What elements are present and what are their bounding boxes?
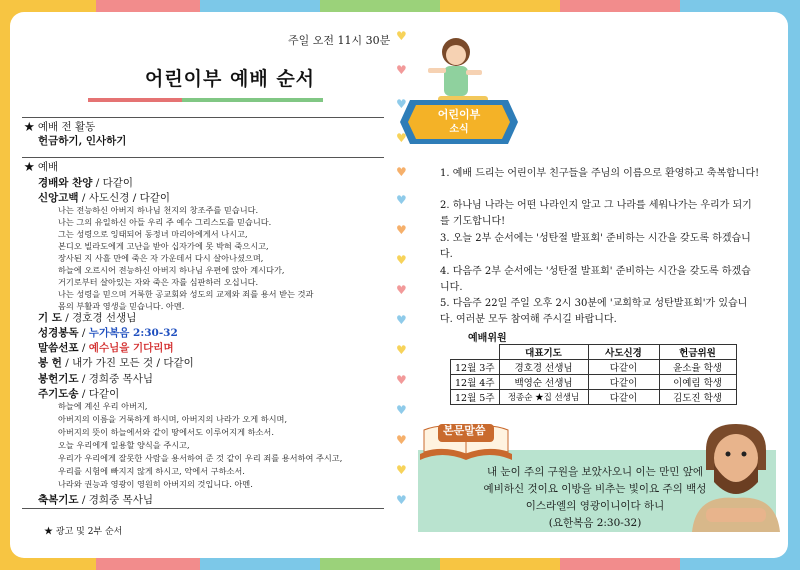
news-item: 2. 하나님 나라는 어떤 나라인지 알고 그 나라를 세워나가는 우리가 되기를 기도합니다!	[440, 200, 752, 227]
news-badge	[400, 100, 518, 144]
table-cell: 12월 4주	[451, 375, 500, 390]
table-header-cell: 사도신경	[588, 345, 659, 360]
news-item: 4. 다음주 2부 순서에는 '성탄절 발표회' 준비하는 시간을 갖도록 하겠습니다.	[440, 266, 751, 293]
heart-icon: ♥	[396, 343, 407, 357]
table-cell: 다같이	[588, 390, 659, 405]
heart-icon: ♥	[396, 373, 407, 387]
bearded-man-illustration	[686, 420, 782, 532]
worship-heading: ★ 예배	[24, 161, 59, 173]
news-item: 1. 예배 드리는 어린이부 친구들을 주님의 이름으로 환영하고 축복합니다!	[440, 168, 760, 179]
pre-activity-heading: ★ 예배 전 활동	[24, 121, 96, 133]
order-sermon: 말씀선포 / 예수님을 기다리며	[38, 342, 174, 354]
heart-icon: ♥	[396, 403, 407, 417]
heart-icon: ♥	[396, 223, 407, 237]
creed-line: 나는 전능하신 아버지 하나님 천지의 창조주를 믿습니다.	[58, 205, 259, 215]
lords-line: 우리가 우리에게 잘못한 사람을 용서하여 준 것 같이 우리 죄를 용서하여 주시고,	[58, 453, 343, 463]
footer-note: ★ 광고 및 2부 순서	[44, 527, 123, 537]
committee-title: 예배위원	[468, 333, 507, 344]
table-cell: 김도진 학생	[659, 390, 736, 405]
lords-line: 우리를 시험에 빠지지 않게 하시고, 악에서 구하소서.	[58, 466, 245, 476]
creed-line: 몸의 부활과 영생을 믿습니다. 아멘.	[58, 301, 185, 311]
table-cell: 다같이	[588, 360, 659, 375]
creed-line: 하늘에 오르시어 전능하신 아버지 하나님 우편에 앉아 계시다가,	[58, 265, 285, 275]
table-header-cell: 헌금위원	[659, 345, 736, 360]
table-cell: 백영순 선생님	[499, 375, 588, 390]
order-prayer: 기 도 / 경호경 선생님	[38, 312, 137, 324]
order-lords-prayer: 주기도송 / 다같이	[38, 388, 120, 400]
table-cell: 경호경 선생님	[499, 360, 588, 375]
heart-icon: ♥	[396, 253, 407, 267]
creed-line: 나는 성령을 믿으며 거룩한 공교회와 성도의 교제와 죄를 용서 받는 것과	[58, 289, 314, 299]
news-badge-line2: 소식	[449, 124, 469, 135]
table-cell: 윤소율 학생	[659, 360, 736, 375]
heart-icon: ♥	[396, 165, 407, 179]
title-underline	[88, 98, 323, 102]
service-time: 주일 오전 11시 30분	[288, 34, 391, 47]
heart-icon: ♥	[396, 283, 407, 297]
order-reading: 성경봉독 / 누가복음 2:30-32	[38, 327, 178, 339]
scripture-line: 내 눈이 주의 구원을 보았사오니 이는 만민 앞에	[486, 466, 704, 478]
table-cell: 12월 3주	[451, 360, 500, 375]
heart-icon: ♥	[396, 63, 407, 77]
lords-line: 나라와 권능과 영광이 영원히 아버지의 것입니다. 아멘.	[58, 479, 253, 489]
pre-activity-item: 헌금하기, 인사하기	[38, 135, 127, 147]
order-creed: 신앙고백 / 사도신경 / 다같이	[38, 192, 171, 204]
table-row	[451, 360, 737, 375]
star-icon: ★	[24, 121, 35, 133]
heart-icon: ♥	[396, 463, 407, 477]
table-header-cell	[451, 345, 500, 360]
table-cell: 정종순 ★집 선생님	[499, 390, 588, 405]
lords-line: 아버지의 뜻이 하늘에서와 같이 땅에서도 이루어지게 하소서.	[58, 427, 274, 437]
creed-line: 그는 성령으로 잉태되어 동정녀 마리아에게서 나시고,	[58, 229, 248, 239]
heart-icon: ♥	[396, 433, 407, 447]
scripture-reference: (요한복음 2:30-32)	[548, 517, 642, 529]
lords-line: 아버지의 이름을 거룩하게 하시며, 아버지의 나라가 오게 하시며,	[58, 414, 288, 424]
page-title: 어린이부 예배 순서	[144, 68, 316, 90]
news-item: 3. 오늘 2부 순서에는 '성탄절 발표회' 준비하는 시간을 갖도록 하겠습니다.	[440, 233, 751, 260]
committee-table	[450, 344, 737, 405]
order-offering: 봉 헌 / 내가 가진 모든 것 / 다같이	[38, 357, 194, 369]
order-praise: 경배와 찬양 / 다같이	[38, 177, 134, 189]
lords-line: 하늘에 계신 우리 아버지,	[58, 401, 148, 411]
creed-line: 장사된 지 사흘 만에 죽은 자 가운데서 다시 살아나셨으며,	[58, 253, 264, 263]
table-header-row	[451, 345, 737, 360]
heart-icon: ♥	[396, 493, 407, 507]
scripture-line: 예비하신 것이요 이방을 비추는 빛이요 주의 백성	[483, 483, 707, 495]
star-icon: ★	[44, 527, 54, 537]
table-row	[451, 390, 737, 405]
divider	[22, 117, 384, 118]
girl-illustration	[414, 30, 494, 110]
heart-icon: ♥	[396, 193, 407, 207]
creed-line: 본디오 빌라도에게 고난을 받아 십자가에 못 박혀 죽으시고,	[58, 241, 269, 251]
table-row	[451, 375, 737, 390]
table-header-cell: 대표기도	[499, 345, 588, 360]
creed-line: 거기로부터 살아있는 자와 죽은 자를 심판하러 오십니다.	[58, 277, 259, 287]
order-offer-prayer: 봉헌기도 / 경희중 목사님	[38, 373, 153, 385]
star-icon: ★	[24, 161, 35, 173]
news-item: 5. 다음주 22일 주일 오후 2시 30분에 '교회학교 성탄발표회'가 있습니다. 여러분 모두 참여해 주시길 바랍니다.	[440, 298, 748, 325]
heart-icon: ♥	[396, 131, 407, 145]
table-cell: 이예림 학생	[659, 375, 736, 390]
divider	[22, 508, 384, 509]
news-badge-line1: 어린이부	[437, 108, 481, 121]
table-cell: 12월 5주	[451, 390, 500, 405]
order-benediction: 축복기도 / 경희중 목사님	[38, 494, 153, 506]
table-cell: 다같이	[588, 375, 659, 390]
scripture-line: 이스라엘의 영광이니이다 하니	[525, 500, 665, 512]
divider	[22, 157, 384, 158]
creed-line: 나는 그의 유일하신 아들 우리 주 예수 그리스도를 믿습니다.	[58, 217, 272, 227]
heart-icon: ♥	[396, 29, 407, 43]
heart-icon: ♥	[396, 313, 407, 327]
scripture-label: 본문말씀	[443, 424, 486, 437]
lords-line: 오늘 우리에게 일용할 양식을 주시고,	[58, 440, 190, 450]
heart-icon: ♥	[396, 97, 407, 111]
